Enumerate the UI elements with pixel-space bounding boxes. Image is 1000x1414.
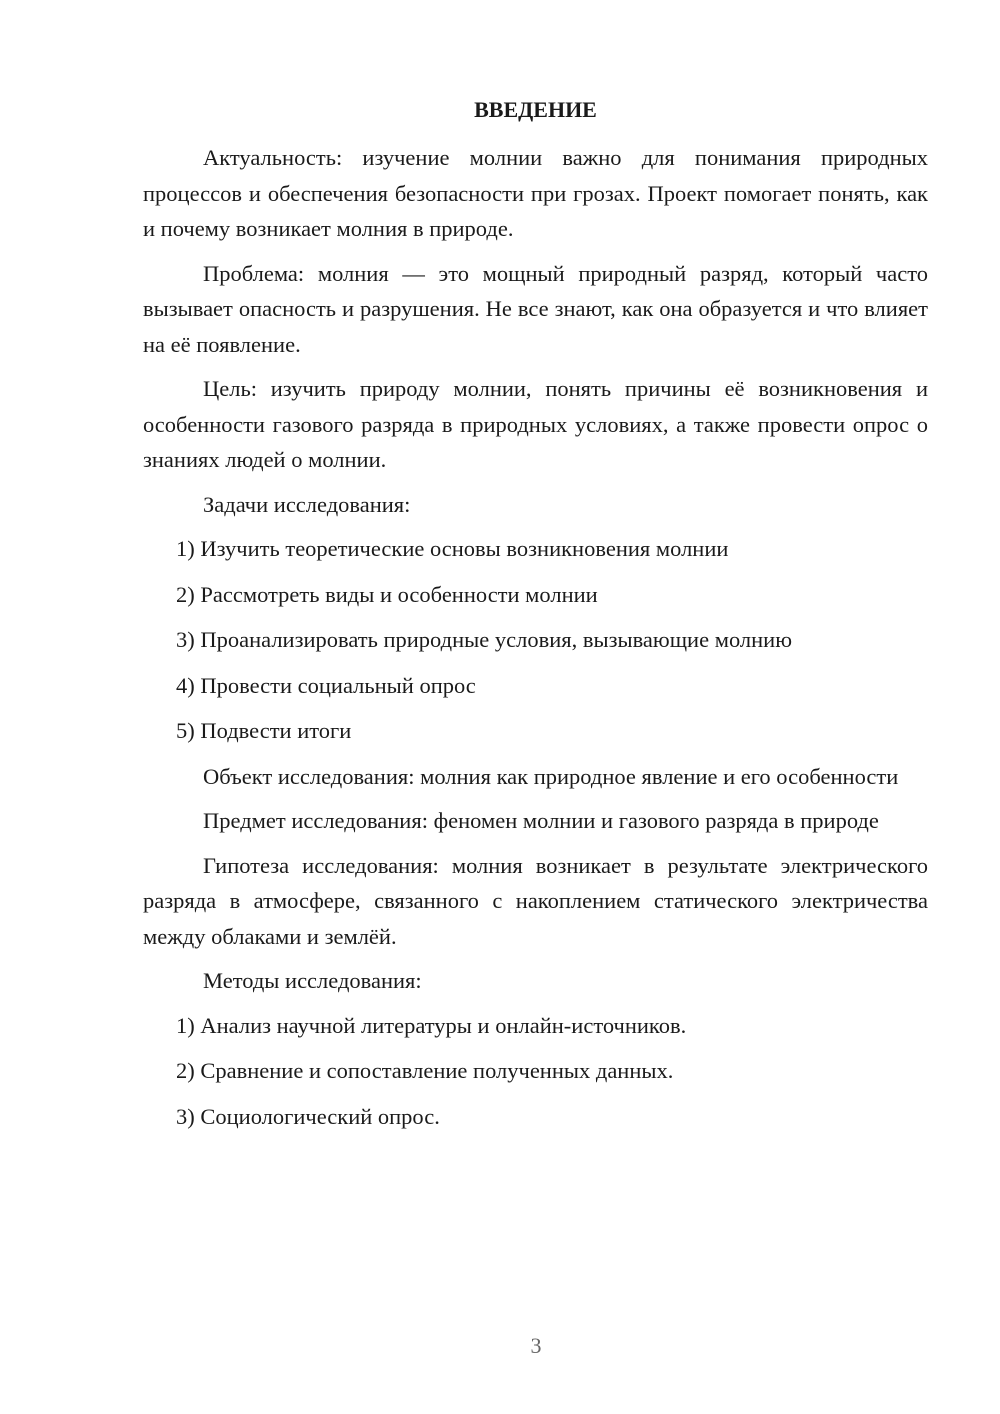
- tasks-heading: Задачи исследования:: [203, 491, 411, 517]
- method-item: 1) Анализ научной литературы и онлайн-источников.: [176, 1012, 687, 1038]
- problem-paragraph: Проблема: молния — это мощный природный разряд, который часто вызывает опасность и разрушения. Не все знают, как она образуется и что влияет на её появление.: [143, 260, 928, 357]
- methods-list: [143, 1008, 928, 1135]
- task-item: 5) Подвести итоги: [176, 718, 352, 743]
- method-item: 3) Социологический опрос.: [176, 1103, 440, 1129]
- relevance-paragraph: Актуальность: изучение молнии важно для понимания природных процессов и обеспечения безопасности при грозах. Проект помогает понять, как и почему возникает молния в природе.: [143, 145, 928, 241]
- task-item: 3) Проанализировать природные условия, вызывающие молнию: [176, 627, 793, 652]
- subject-paragraph: Предмет исследования: феномен молнии и газового разряда в природе: [203, 808, 879, 833]
- methods-heading: Методы исследования:: [203, 968, 422, 993]
- task-item: 4) Провести социальный опрос: [176, 672, 476, 698]
- task-item: 2) Рассмотреть виды и особенности молнии: [176, 581, 598, 607]
- hypothesis-paragraph: Гипотеза исследования: молния возникает в результате электрического разряда в атмосфере, связанного с накоплением статического электричества между облаками и землёй.: [143, 852, 928, 949]
- tasks-list: [143, 531, 928, 749]
- section-title: ВВЕДЕНИЕ: [474, 97, 597, 122]
- page-number: 3: [530, 1333, 542, 1358]
- goal-paragraph: Цель: изучить природу молнии, понять причины её возникновения и особенности газового разряда в природных условиях, а также провести опрос о знаниях людей о молнии.: [143, 376, 928, 472]
- method-item: 2) Сравнение и сопоставление полученных данных.: [176, 1058, 674, 1083]
- object-paragraph: Объект исследования: молния как природное явление и его особенности: [203, 763, 899, 789]
- task-item: 1) Изучить теоретические основы возникновения молнии: [176, 536, 729, 561]
- page-content: [143, 92, 928, 1144]
